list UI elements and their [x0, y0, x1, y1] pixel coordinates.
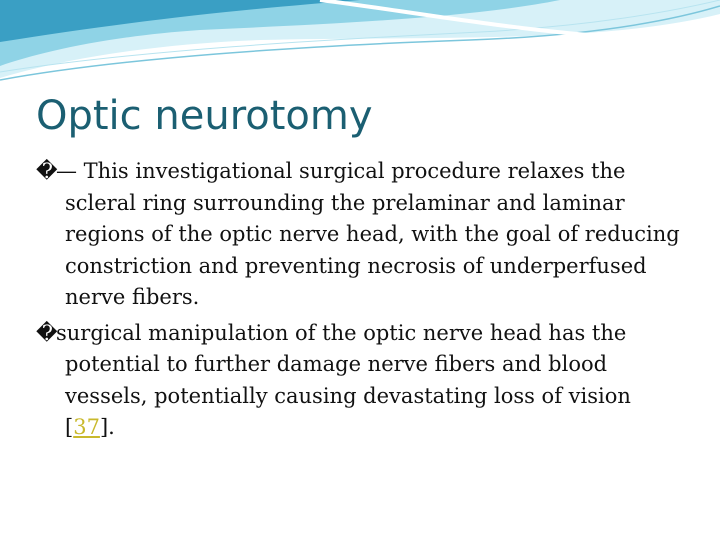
bullet-glyph: � — [36, 320, 58, 345]
paragraph-risk — [36, 318, 686, 444]
bullet-glyph: � — [36, 159, 58, 183]
paragraph-text: — This investigational surgical procedure relaxes the scleral ring surrounding the prelaminar and laminar regions of the optic nerve head, with the goal of reducing constriction and preventing necrosis of underperfused nerve fibers. — [56, 159, 680, 309]
paragraph-text: surgical manipulation of the optic nerve head has the potential to further damage nerve fibers and blood vessels, potentially causing devastating loss of vision [ — [56, 320, 631, 439]
slide-title: Optic neurotomy — [36, 93, 373, 139]
slide-body — [36, 156, 686, 448]
header-wave-decoration — [0, 0, 720, 90]
paragraph-text-end: ]. — [99, 415, 115, 439]
paragraph-procedure — [36, 156, 686, 314]
citation-link[interactable]: 37 — [73, 415, 100, 439]
